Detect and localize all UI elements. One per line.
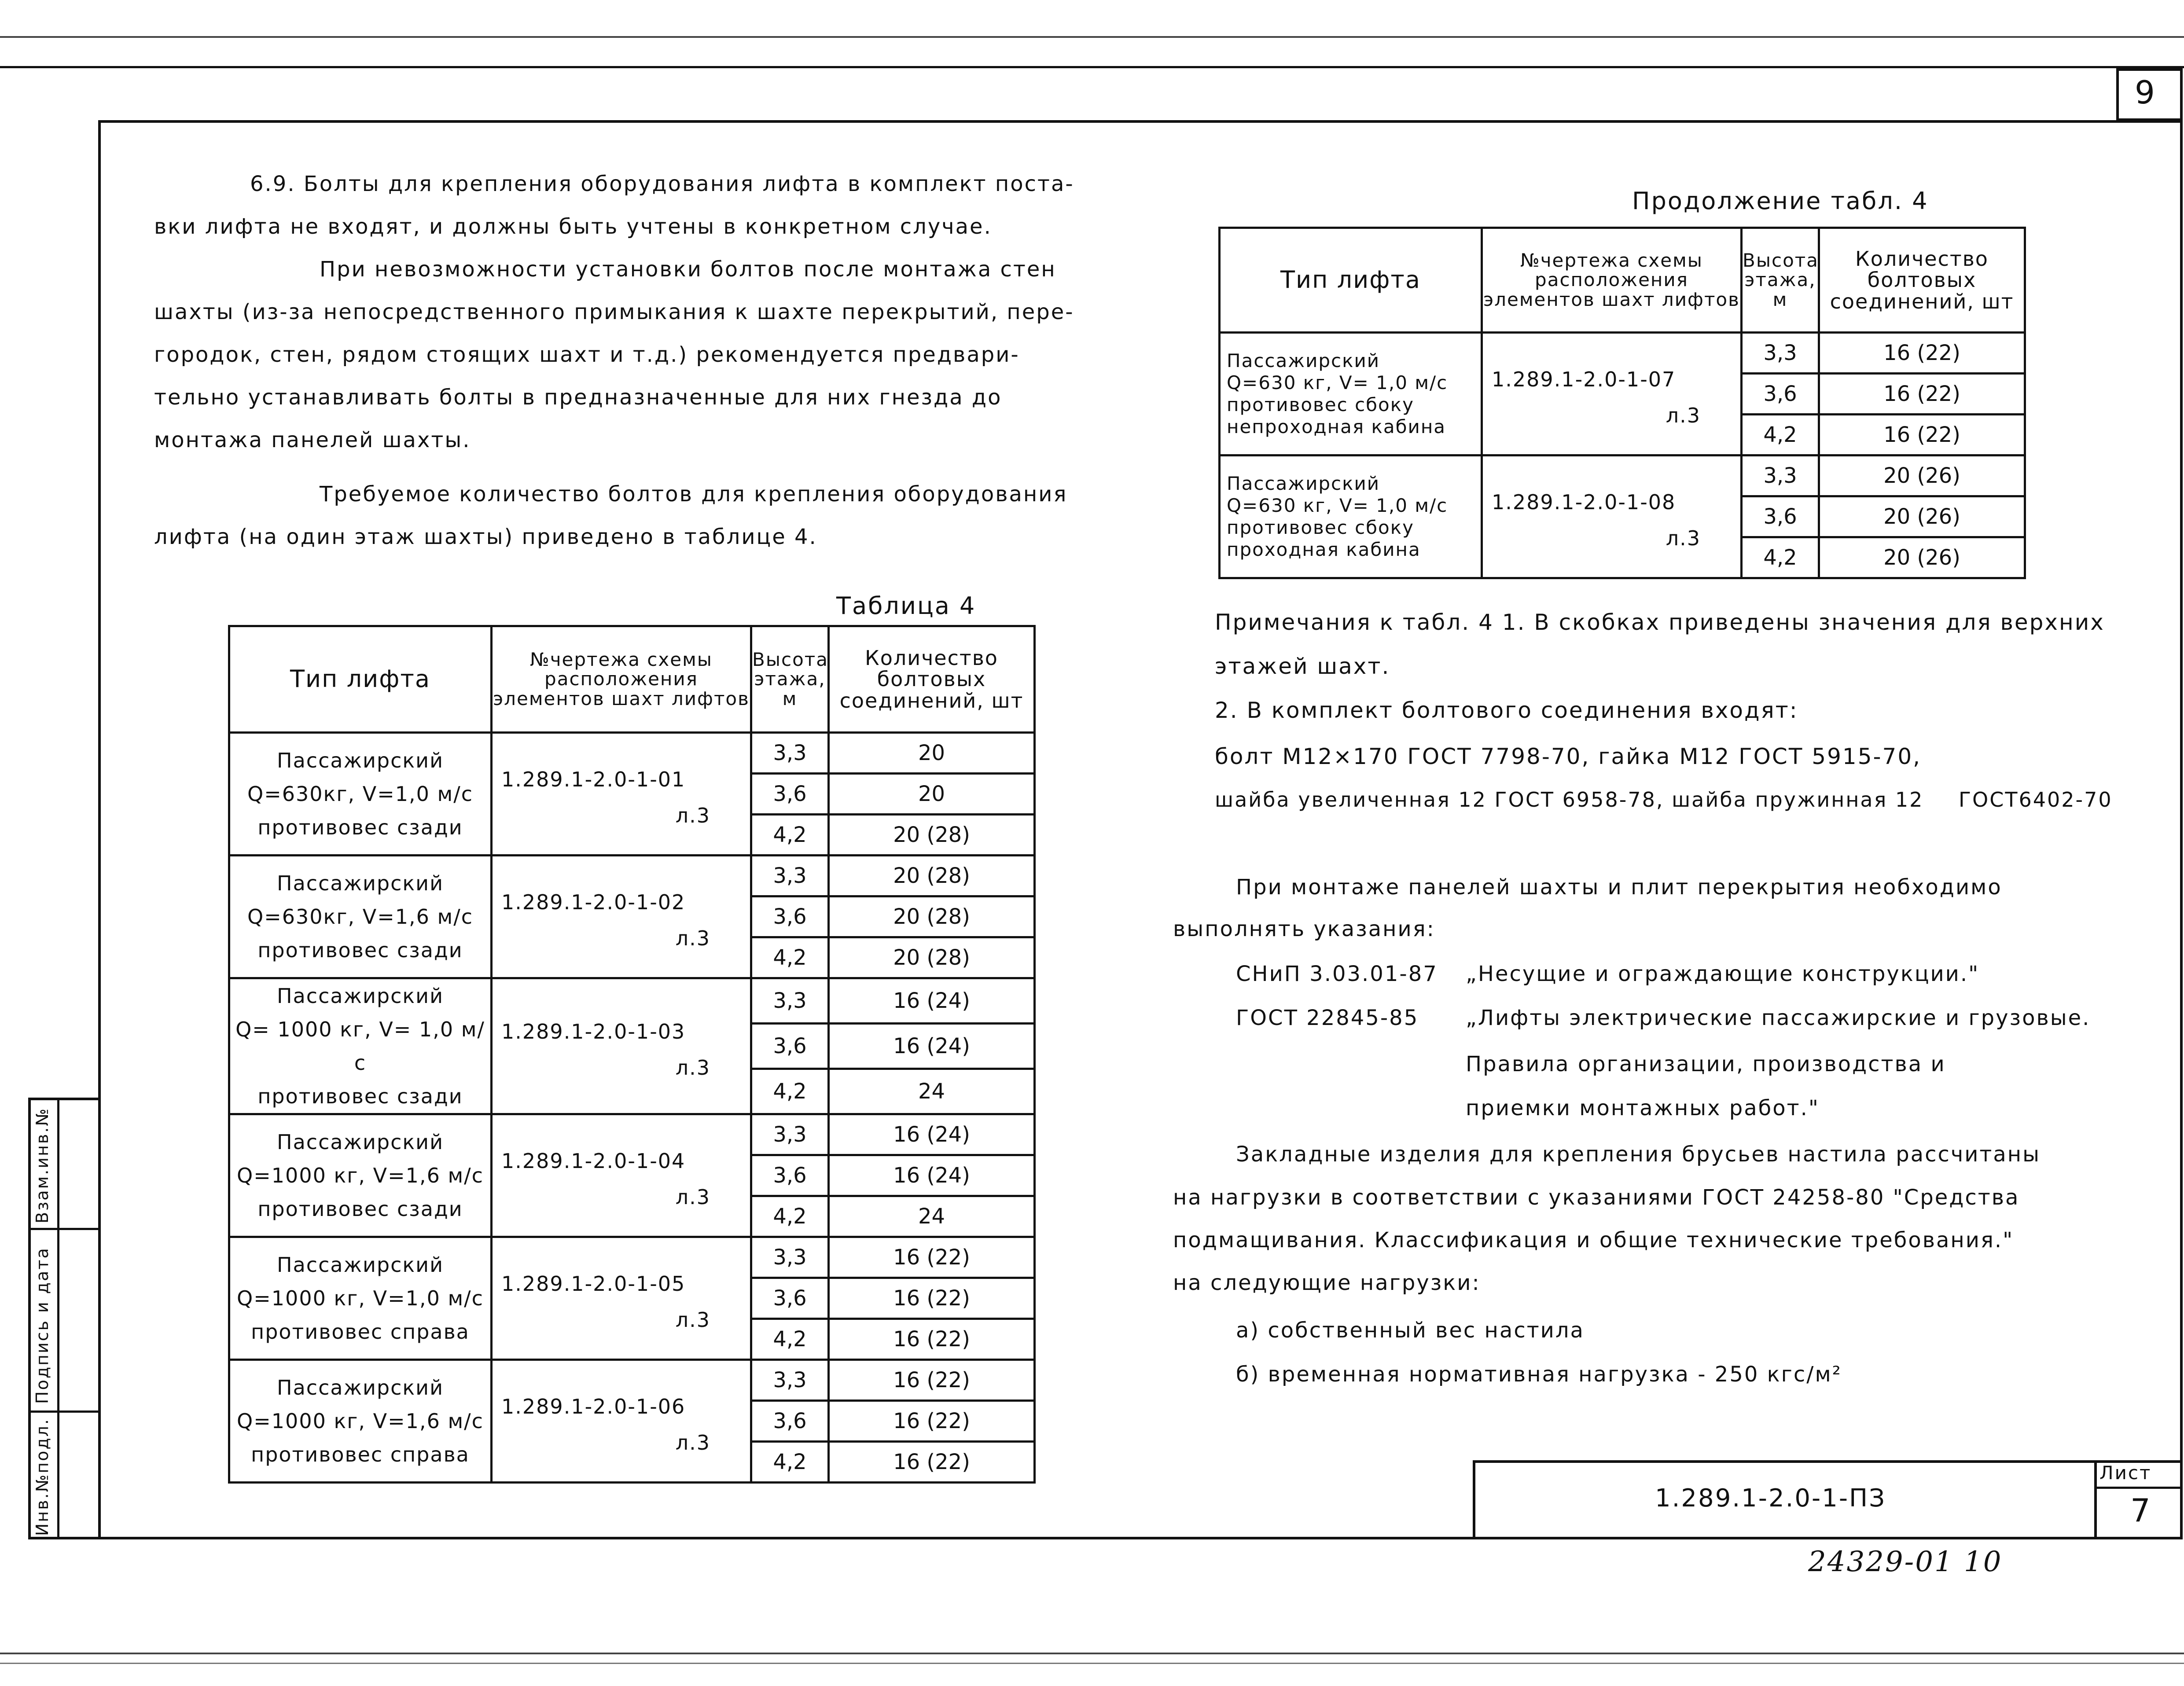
floor-height-cell: 3,3 — [1742, 333, 1819, 374]
mount-line: приемки монтажных работ." — [1466, 1096, 1820, 1120]
lift-type-line: Пассажирский — [277, 1253, 444, 1277]
intro-line: Требуемое количество болтов для крепления оборудования — [320, 482, 1068, 507]
note-line: 2. В комплект болтового соединения входят: — [1215, 698, 1798, 723]
mount-line: на следующие нагрузки: — [1173, 1271, 1481, 1295]
bolt-count-cell: 16 (22) — [829, 1278, 1035, 1319]
bolt-count-cell: 20 — [829, 733, 1035, 774]
bolt-count-cell: 20 (26) — [1819, 537, 2025, 578]
lift-type-line: противовес сзади — [257, 1197, 463, 1221]
archive-number: 24329-01 10 — [1808, 1546, 2003, 1578]
note-line: шайба увеличенная 12 ГОСТ 6958-78, шайба пружинная 12 — [1215, 788, 1924, 812]
drawing-number: 1.289.1-2.0-1-03 — [501, 1020, 686, 1043]
table-row — [229, 733, 1035, 774]
note-line: этажей шахт. — [1215, 654, 1390, 679]
top-sheet-number: 9 — [2135, 74, 2156, 111]
mount-line: подмащивания. Классификация и общие технические требования." — [1173, 1228, 2014, 1253]
header-count: Количество болтовых соединений, шт — [829, 626, 1035, 733]
drawing-cell — [492, 1114, 751, 1237]
intro-line: монтажа панелей шахты. — [154, 428, 471, 452]
lift-type-line: Пассажирский — [1227, 473, 1380, 494]
lift-type-line: противовес сзади — [257, 815, 463, 839]
drawing-cell — [492, 733, 751, 856]
lift-type-line: Q=630 кг, V= 1,0 м/с — [1227, 372, 1448, 393]
intro-line: вки лифта не входят, и должны быть учтены в конкретном случае. — [154, 214, 992, 239]
side-stamp-divider — [57, 1098, 59, 1539]
bolt-count-cell: 16 (24) — [829, 1114, 1035, 1155]
mount-line: Правила организации, производства и — [1466, 1052, 1946, 1076]
floor-height-cell: 4,2 — [751, 1442, 829, 1483]
lift-type-line: Q=630кг, V=1,0 м/с — [247, 782, 474, 806]
table4-caption: Таблица 4 — [836, 592, 976, 620]
drawing-number: 1.289.1-2.0-1-01 — [501, 768, 686, 791]
bolt-count-cell: 20 (26) — [1819, 496, 2025, 537]
lift-type-cell — [1220, 455, 1482, 578]
table-row — [1220, 333, 2025, 374]
note-line: Примечания к табл. 4 1. В скобках приведены значения для верхних — [1215, 610, 2105, 635]
bottom-scan-line — [0, 1653, 2184, 1654]
floor-height-cell: 3,6 — [751, 1278, 829, 1319]
table-row — [229, 978, 1035, 1024]
lift-type-cell — [1220, 333, 1482, 455]
stamp-sheet-label: Лист — [2099, 1462, 2152, 1484]
floor-height-cell: 3,6 — [751, 1401, 829, 1442]
header-drawing: №чертежа схемы расположения элементов шахт лифтов — [1482, 228, 1742, 333]
floor-height-cell: 4,2 — [751, 937, 829, 978]
floor-height-cell: 4,2 — [751, 815, 829, 856]
bolt-count-cell: 16 (24) — [829, 978, 1035, 1024]
lift-type-line: противовес сзади — [257, 938, 463, 962]
lift-type-line: Пассажирский — [277, 749, 444, 772]
mount-line: выполнять указания: — [1173, 917, 1435, 941]
bolt-count-cell: 16 (22) — [829, 1319, 1035, 1360]
floor-height-cell: 4,2 — [751, 1319, 829, 1360]
drawing-sheet: л.3 — [675, 804, 710, 827]
lift-type-line: противовес справа — [251, 1320, 470, 1344]
mount-line: „Лифты электрические пассажирские и грузовые. — [1466, 1006, 2091, 1030]
side-stamp-inv-orig: Инв.№подл. — [33, 1418, 52, 1536]
header-drawing: №чертежа схемы расположения элементов шахт лифтов — [492, 626, 751, 733]
lift-type-line: Пассажирский — [277, 984, 444, 1008]
drawing-sheet: л.3 — [675, 1308, 710, 1332]
floor-height-cell: 3,6 — [751, 896, 829, 937]
intro-line: При невозможности установки болтов после монтажа стен — [320, 257, 1056, 282]
intro-line: лифта (на один этаж шахты) приведено в таблице 4. — [154, 525, 817, 549]
bolt-count-cell: 16 (22) — [829, 1360, 1035, 1401]
drawing-cell — [492, 856, 751, 978]
lift-type-line: Q=1000 кг, V=1,0 м/с — [237, 1286, 484, 1310]
lift-type-cell — [229, 856, 492, 978]
lift-type-line: Пассажирский — [277, 1130, 444, 1154]
floor-height-cell: 3,3 — [751, 1237, 829, 1278]
lift-type-line: противовес сзади — [257, 1084, 463, 1108]
floor-height-cell: 3,6 — [1742, 374, 1819, 415]
drawing-cell — [1482, 333, 1742, 455]
bolt-count-cell: 24 — [829, 1069, 1035, 1114]
header-type: Тип лифта — [229, 626, 492, 733]
floor-height-cell: 3,6 — [751, 774, 829, 815]
drawing-cell — [1482, 455, 1742, 578]
lift-type-line: Пассажирский — [277, 871, 444, 895]
drawing-number: 1.289.1-2.0-1-05 — [501, 1272, 686, 1296]
floor-height-cell: 3,6 — [751, 1024, 829, 1069]
drawing-number: 1.289.1-2.0-1-07 — [1492, 367, 1676, 391]
header-type: Тип лифта — [1220, 228, 1482, 333]
header-count: Количество болтовых соединений, шт — [1819, 228, 2025, 333]
intro-line: шахты (из-за непосредственного примыкания к шахте перекрытий, пере- — [154, 300, 1074, 324]
lift-type-cell — [229, 1114, 492, 1237]
drawing-sheet: л.3 — [1666, 404, 1701, 427]
drawing-number: 1.289.1-2.0-1-08 — [1492, 490, 1676, 514]
drawing-cell — [492, 1237, 751, 1360]
lift-type-line: Q= 1000 кг, V= 1,0 м/с — [235, 1017, 485, 1075]
stamp-sheet-divider — [2094, 1487, 2183, 1489]
bolt-count-cell: 20 (26) — [1819, 455, 2025, 496]
bolt-count-cell: 20 (28) — [829, 937, 1035, 978]
floor-height-cell: 3,3 — [1742, 455, 1819, 496]
header-height: Высота этажа, м — [751, 626, 829, 733]
note-line: ГОСТ6402-70 — [1959, 788, 2113, 812]
mount-line: СНиП 3.03.01-87 — [1236, 962, 1438, 986]
floor-height-cell: 3,3 — [751, 1114, 829, 1155]
drawing-number: 1.289.1-2.0-1-02 — [501, 890, 686, 914]
drawing-cell — [492, 978, 751, 1114]
lift-type-line: Q=1000 кг, V=1,6 м/с — [237, 1409, 484, 1433]
bottom-scan-line-2 — [0, 1663, 2184, 1664]
lift-type-line: проходная кабина — [1227, 539, 1421, 560]
floor-height-cell: 3,3 — [751, 856, 829, 896]
table-row — [1220, 455, 2025, 496]
bolt-count-cell: 16 (22) — [1819, 333, 2025, 374]
drawing-number: 1.289.1-2.0-1-06 — [501, 1395, 686, 1418]
mount-line: Закладные изделия для крепления брусьев настила рассчитаны — [1236, 1142, 2041, 1167]
bolt-count-cell: 20 (28) — [829, 856, 1035, 896]
intro-line: городок, стен, рядом стоящих шахт и т.д.) рекомендуется предвари- — [154, 342, 1020, 367]
table4-cont-header-row — [1220, 228, 2025, 333]
table-row — [229, 856, 1035, 896]
side-stamp-sign-date: Подпись и дата — [33, 1247, 52, 1404]
bolt-count-cell: 16 (22) — [829, 1237, 1035, 1278]
top-border-line — [0, 66, 2184, 68]
lift-type-line: Пассажирский — [277, 1376, 444, 1399]
floor-height-cell: 4,2 — [751, 1069, 829, 1114]
drawing-sheet: л.3 — [675, 1185, 710, 1209]
lift-type-cell — [229, 978, 492, 1114]
lift-type-line: противовес справа — [251, 1443, 470, 1466]
drawing-sheet: л.3 — [675, 1056, 710, 1080]
lift-type-cell — [229, 1237, 492, 1360]
floor-height-cell: 3,3 — [751, 733, 829, 774]
top-scan-line — [0, 36, 2184, 38]
table4-cont-caption: Продолжение табл. 4 — [1632, 187, 1929, 215]
lift-type-line: Q=630кг, V=1,6 м/с — [247, 905, 474, 929]
floor-height-cell: 4,2 — [751, 1196, 829, 1237]
bolt-count-cell: 16 (24) — [829, 1024, 1035, 1069]
side-stamp-row-2 — [28, 1411, 101, 1413]
lift-type-line: Пассажирский — [1227, 350, 1380, 371]
side-stamp-replace-inv: Взам.инв.№ — [33, 1107, 52, 1223]
mount-line: „Несущие и ограждающие конструкции." — [1466, 962, 1980, 986]
lift-type-line: противовес сбоку — [1227, 394, 1414, 415]
stamp-sheet-number: 7 — [2130, 1492, 2152, 1529]
floor-height-cell: 3,6 — [1742, 496, 1819, 537]
floor-height-cell: 4,2 — [1742, 537, 1819, 578]
lift-type-cell — [229, 733, 492, 856]
floor-height-cell: 4,2 — [1742, 415, 1819, 455]
mount-line: ГОСТ 22845-85 — [1236, 1006, 1419, 1030]
table-row — [229, 1114, 1035, 1155]
table-row — [229, 1237, 1035, 1278]
mount-line: При монтаже панелей шахты и плит перекрытия необходимо — [1236, 875, 2002, 900]
bolt-count-cell: 20 (28) — [829, 896, 1035, 937]
table4-continuation — [1218, 227, 2026, 579]
intro-line: тельно устанавливать болты в предназначенные для них гнезда до — [154, 385, 1002, 410]
drawing-sheet: л.3 — [1666, 526, 1701, 550]
stamp-designation: 1.289.1-2.0-1-ПЗ — [1655, 1484, 1886, 1513]
lift-type-line: Q=1000 кг, V=1,6 м/с — [237, 1164, 484, 1187]
lift-type-cell — [229, 1360, 492, 1483]
intro-line: 6.9. Болты для крепления оборудования лифта в комплект поста- — [250, 172, 1074, 196]
drawing-number: 1.289.1-2.0-1-04 — [501, 1149, 686, 1173]
drawing-sheet: л.3 — [675, 926, 710, 950]
note-line: болт М12×170 ГОСТ 7798-70, гайка М12 ГОСТ 5915-70, — [1215, 744, 1922, 769]
bolt-count-cell: 16 (22) — [1819, 415, 2025, 455]
floor-height-cell: 3,3 — [751, 1360, 829, 1401]
header-height: Высота этажа, м — [1742, 228, 1819, 333]
drawing-cell — [492, 1360, 751, 1483]
mount-line: на нагрузки в соответствии с указаниями ГОСТ 24258-80 "Средства — [1173, 1185, 2020, 1210]
bolt-count-cell: 16 (22) — [829, 1401, 1035, 1442]
floor-height-cell: 3,6 — [751, 1155, 829, 1196]
mount-line: а) собственный вес настила — [1236, 1318, 1585, 1343]
floor-height-cell: 3,3 — [751, 978, 829, 1024]
bolt-count-cell: 24 — [829, 1196, 1035, 1237]
drawing-sheet: л.3 — [675, 1431, 710, 1455]
table-row — [229, 1360, 1035, 1401]
bolt-count-cell: 20 (28) — [829, 815, 1035, 856]
lift-type-line: непроходная кабина — [1227, 416, 1446, 437]
bolt-count-cell: 16 (22) — [829, 1442, 1035, 1483]
mount-line: б) временная нормативная нагрузка - 250 кгс/м² — [1236, 1362, 1842, 1387]
table4 — [228, 625, 1036, 1484]
lift-type-line: противовес сбоку — [1227, 517, 1414, 538]
bolt-count-cell: 16 (24) — [829, 1155, 1035, 1196]
table4-header-row — [229, 626, 1035, 733]
stamp-divider — [2094, 1460, 2097, 1539]
side-stamp-row-1 — [28, 1228, 101, 1230]
bolt-count-cell: 20 — [829, 774, 1035, 815]
lift-type-line: Q=630 кг, V= 1,0 м/с — [1227, 495, 1448, 516]
bolt-count-cell: 16 (22) — [1819, 374, 2025, 415]
